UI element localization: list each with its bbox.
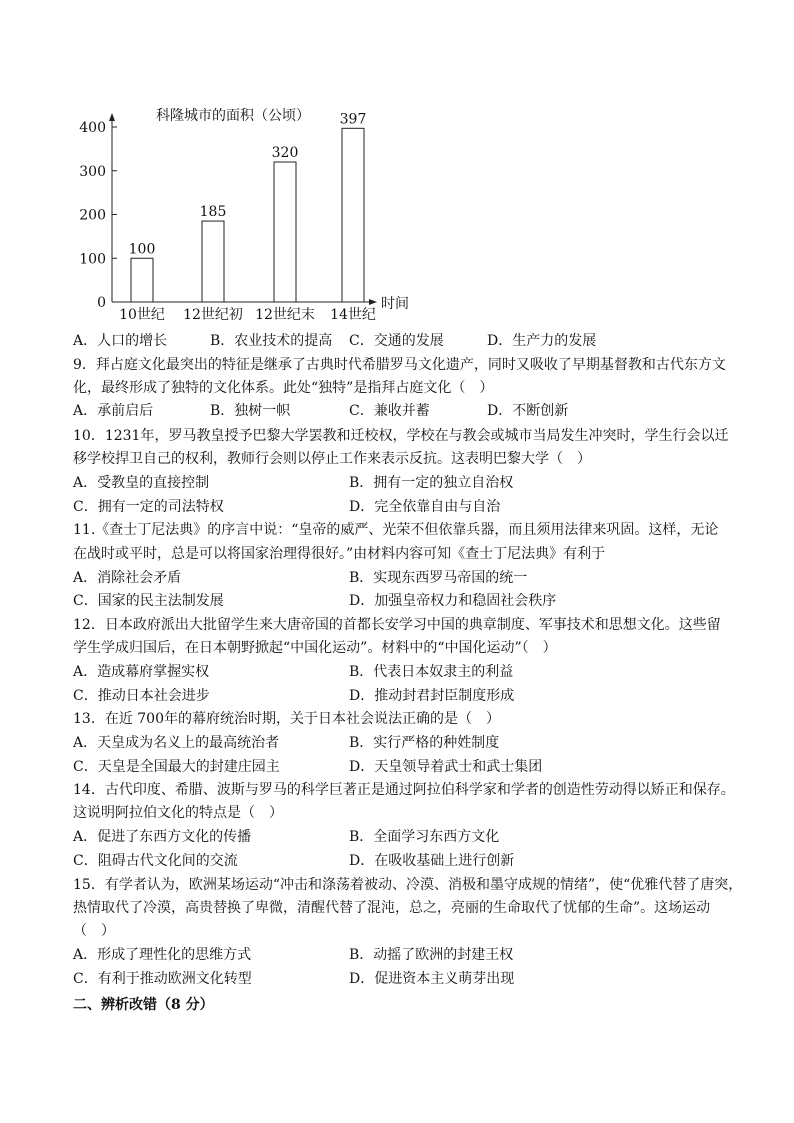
- x-tick-label: 14世纪: [330, 307, 376, 323]
- q13-option-a[interactable]: A．天皇成为名义上的最高统治者: [73, 735, 280, 751]
- bar-value-label: 100: [128, 241, 156, 258]
- q13-option-d[interactable]: D．天皇领导着武士和武士集团: [349, 759, 543, 775]
- x-axis-arrow: [369, 299, 377, 305]
- q9-option-b[interactable]: B．独树一帜: [210, 403, 291, 419]
- q9-stem-line-1: 9．拜占庭文化最突出的特征是继承了古典时代希腊罗马文化遗产，同时又吸收了早期基督教和古代东方文: [73, 357, 726, 373]
- q10-option-b[interactable]: B．拥有一定的独立自治权: [349, 475, 514, 491]
- y-tick-label: 400: [79, 120, 106, 136]
- bar-chart: [70, 100, 410, 330]
- q9-option-a[interactable]: A．承前启后: [73, 403, 154, 419]
- q13-option-b[interactable]: B．实行严格的种姓制度: [349, 735, 500, 751]
- q11-option-c[interactable]: C．国家的民主法制发展: [73, 593, 224, 609]
- bar-value-label: 397: [339, 111, 367, 128]
- q8-option-d[interactable]: D．生产力的发展: [487, 333, 597, 349]
- q11-stem-line-1: 11.《查士丁尼法典》的序言中说：“皇帝的威严、光荣不但依靠兵器，而且须用法律来巩固。这样，无论: [73, 522, 719, 538]
- q12-stem-line-2: 学生学成归国后，在日本朝野掀起“中国化运动”。材料中的“中国化运动”（ ）: [73, 640, 557, 656]
- y-tick-label: 0: [97, 295, 106, 311]
- q13-option-c[interactable]: C．天皇是全国最大的封建庄园主: [73, 759, 280, 775]
- q10-option-c[interactable]: C．拥有一定的司法特权: [73, 499, 224, 515]
- q15-option-d[interactable]: D．促进资本主义萌芽出现: [349, 971, 515, 987]
- q11-stem-line-2: 在战时或平时，总是可以将国家治理得很好。”由材料内容可知《查士丁尼法典》有利于: [73, 546, 606, 562]
- q8-option-a[interactable]: A．人口的增长: [73, 333, 168, 349]
- q8-option-b[interactable]: B．农业技术的提高: [210, 333, 333, 349]
- q15-option-c[interactable]: C．有利于推动欧洲文化转型: [73, 971, 252, 987]
- chart-title: 科隆城市的面积（公顷）: [156, 108, 310, 124]
- q9-option-d[interactable]: D．不断创新: [487, 403, 569, 419]
- q9-option-c[interactable]: C．兼收并蓄: [349, 403, 430, 419]
- bar: [131, 258, 153, 302]
- q15-option-b[interactable]: B．动摇了欧洲的封建王权: [349, 947, 514, 963]
- q8-option-c[interactable]: C．交通的发展: [349, 333, 444, 349]
- q14-stem-line-1: 14．古代印度、希腊、波斯与罗马的科学巨著正是通过阿拉伯科学家和学者的创造性劳动得以矫正和保存。: [73, 782, 735, 798]
- x-tick-label: 10世纪: [119, 307, 165, 323]
- q10-stem-line-2: 移学校捍卫自己的权利，教师行会则以停止工作来表示反抗。这表明巴黎大学（ ）: [73, 451, 591, 467]
- q14-option-d[interactable]: D．在吸收基础上进行创新: [349, 853, 515, 869]
- q11-option-b[interactable]: B．实现东西罗马帝国的统一: [349, 570, 528, 586]
- q10-stem-line-1: 10．1231年，罗马教皇授予巴黎大学罢教和迁校权，学校在与教会或城市当局发生冲突时，学生行会以迁: [73, 428, 729, 444]
- y-tick-label: 300: [79, 163, 106, 180]
- q15-stem-line-3: （ ）: [73, 923, 115, 939]
- y-tick-label: 100: [79, 251, 106, 268]
- bar: [274, 162, 296, 302]
- bar: [342, 128, 364, 302]
- q14-option-b[interactable]: B．全面学习东西方文化: [349, 829, 500, 845]
- q11-option-a[interactable]: A．消除社会矛盾: [73, 570, 182, 586]
- x-tick-label: 12世纪初: [183, 307, 243, 323]
- x-tick-label: 12世纪末: [255, 307, 315, 323]
- q12-option-a[interactable]: A．造成幕府掌握实权: [73, 664, 210, 680]
- q12-option-d[interactable]: D．推动封君封臣制度形成: [349, 688, 515, 704]
- bar-value-label: 185: [199, 204, 227, 221]
- bar-value-label: 320: [271, 145, 299, 161]
- q15-stem-line-1: 15．有学者认为，欧洲某场运动“冲击和涤荡着被动、冷漠、消极和墨守成规的情绪”，使“优雅代替了唐突，: [73, 877, 743, 893]
- q14-option-a[interactable]: A．促进了东西方文化的传播: [73, 829, 252, 845]
- q14-option-c[interactable]: C．阻碍古代文化间的交流: [73, 853, 238, 869]
- q9-stem-line-2: 化，最终形成了独特的文化体系。此处“独特”是指拜占庭文化（ ）: [73, 380, 494, 396]
- q10-option-a[interactable]: A．受教皇的直接控制: [73, 475, 210, 491]
- q10-option-d[interactable]: D．完全依靠自由与自治: [349, 499, 501, 515]
- q14-stem-line-2: 这说明阿拉伯文化的特点是（ ）: [73, 805, 283, 821]
- y-axis-arrow: [109, 113, 115, 121]
- bar: [202, 221, 224, 302]
- x-axis-label: 时间: [381, 296, 409, 312]
- q12-stem-line-1: 12．日本政府派出大批留学生来大唐帝国的首都长安学习中国的典章制度、军事技术和思想文化。这些留: [73, 617, 721, 633]
- q11-option-d[interactable]: D．加强皇帝权力和稳固社会秩序: [349, 593, 557, 609]
- q12-option-c[interactable]: C．推动日本社会进步: [73, 688, 210, 704]
- q15-option-a[interactable]: A．形成了理性化的思维方式: [73, 947, 252, 963]
- q13-stem-line-1: 13．在近 700年的幕府统治时期，关于日本社会说法正确的是（ ）: [73, 711, 500, 727]
- y-tick-label: 200: [79, 207, 106, 224]
- q15-stem-line-2: 热情取代了冷漠，高贵替换了卑微，清醒代替了混沌，总之，亮丽的生命取代了忧郁的生命”。这场运动: [73, 900, 711, 916]
- section-title: 二、辨析改错（8 分）: [73, 997, 214, 1013]
- q12-option-b[interactable]: B．代表日本奴隶主的利益: [349, 664, 514, 680]
